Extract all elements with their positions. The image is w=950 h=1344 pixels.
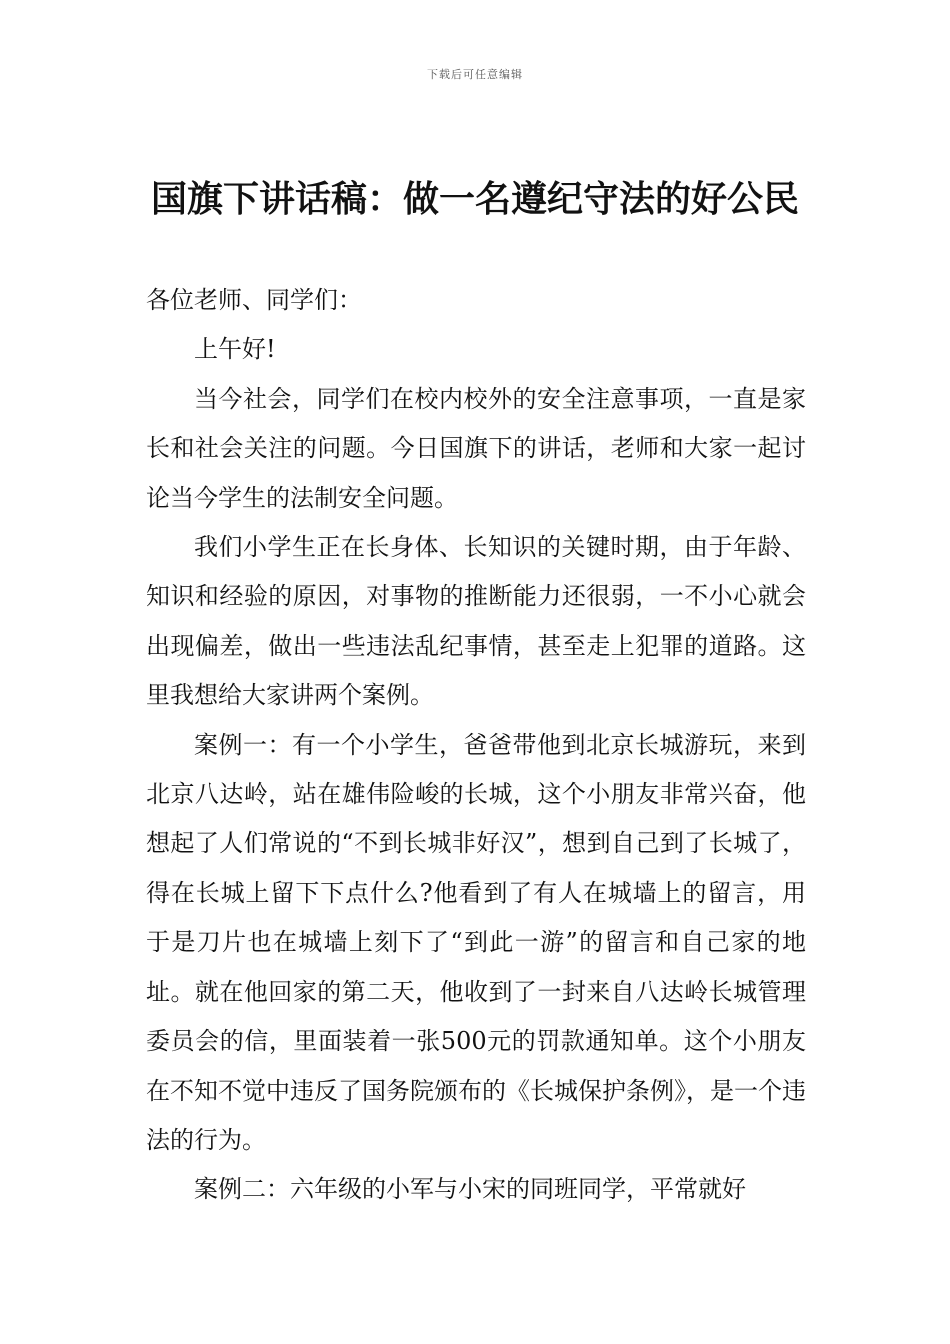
paragraph-context: 我们小学生正在长身体、长知识的关键时期，由于年龄、知识和经验的原因，对事物的推断能力还很弱，一不小心就会出现偏差，做出一些违法乱纪事情，甚至走上犯罪的道路。这里我想给大家讲两个案例。 bbox=[146, 533, 806, 710]
header-note: 下载后可任意编辑 bbox=[427, 68, 523, 81]
paragraph-case-one: 案例一：有一个小学生，爸爸带他到北京长城游玩，来到北京八达岭，站在雄伟险峻的长城，这个小朋友非常兴奋，他想起了人们常说的“不到长城非好汉”，想到自己到了长城了，得在长城上留下下点什么?他看到了有人在城墙上的留言，用于是刀片也在城墙上刻下了“到此一游”的留言和自己家的地址。就在他回家的第二天，他收到了一封来自八达岭长城管理委员会的信，里面装着一张500元的罚款通知单。这个小朋友在不知不觉中违反了国务院颁布的《长城保护条例》，是一个违法的行为。 bbox=[146, 730, 806, 1154]
document-title: 国旗下讲话稿：做一名遵纪守法的好公民 bbox=[150, 179, 799, 220]
salutation: 各位老师、同学们： bbox=[146, 286, 362, 314]
paragraph-case-two: 案例二：六年级的小军与小宋的同班同学，平常就好 bbox=[194, 1175, 746, 1204]
paragraph-intro: 当今社会，同学们在校内校外的安全注意事项，一直是家长和社会关注的问题。今日国旗下的讲话，老师和大家一起讨论当今学生的法制安全问题。 bbox=[146, 384, 806, 512]
paragraph-greeting: 上午好! bbox=[194, 335, 276, 364]
document-body bbox=[146, 276, 806, 1215]
